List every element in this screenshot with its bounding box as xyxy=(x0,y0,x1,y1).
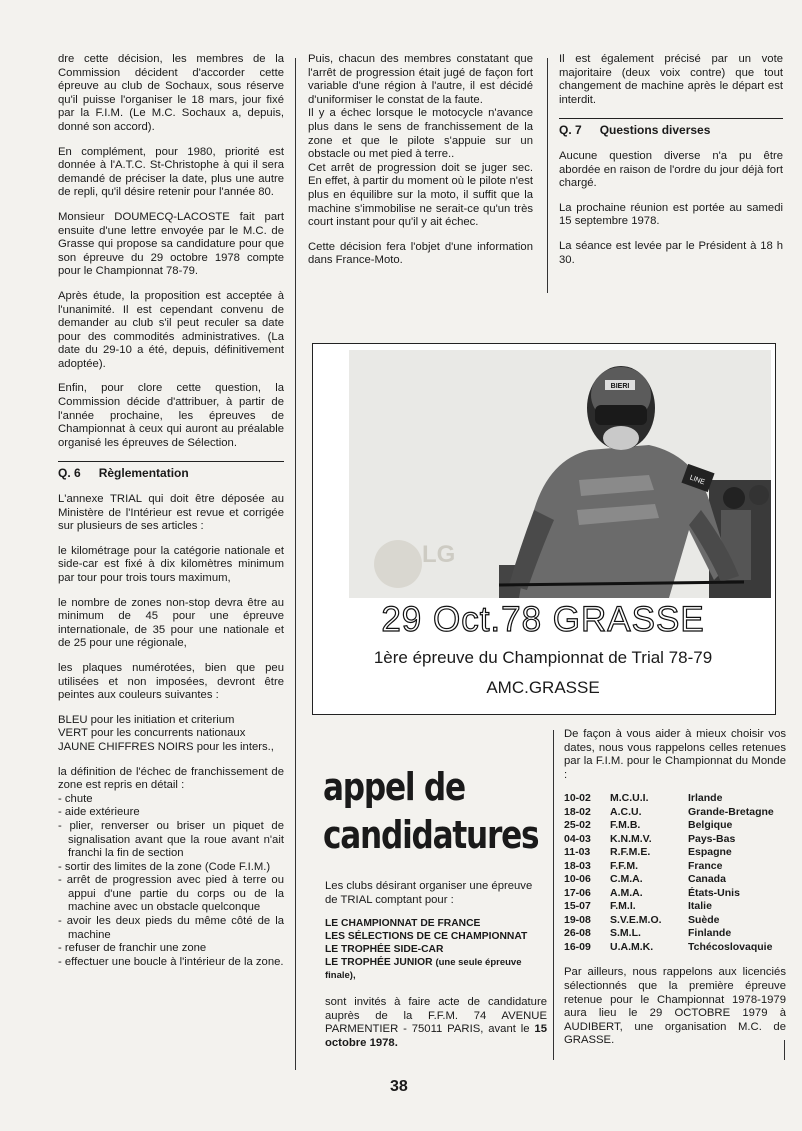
date-cell: 26-08 xyxy=(564,927,591,940)
competition-list xyxy=(325,917,547,982)
section-heading-q7 xyxy=(559,118,783,138)
country-cell: Grande-Bretagne xyxy=(688,805,774,818)
country-cell: Espagne xyxy=(688,846,732,859)
country-cell: Pays-Bas xyxy=(688,832,736,845)
paragraph: La séance est levée par le Président à 18 h 30. xyxy=(559,239,783,266)
list-item: - chute xyxy=(58,792,93,805)
section-heading-q6 xyxy=(58,461,284,481)
list-item: LE CHAMPIONNAT DE FRANCE xyxy=(325,918,481,930)
table-row xyxy=(564,914,780,928)
list-item: - aide extérieure xyxy=(58,806,140,819)
list-item: - sortir des limites de la zone (Code F.I.M.) xyxy=(58,860,271,873)
list-item: - refuser de franchir une zone xyxy=(58,942,207,955)
table-row xyxy=(564,833,780,847)
dates-table xyxy=(564,792,780,954)
section-title: Questions diverses xyxy=(599,123,711,138)
date-cell: 11-03 xyxy=(564,846,591,859)
column-divider xyxy=(295,58,296,1070)
date-cell: 25-02 xyxy=(564,819,591,832)
paragraph: Monsieur DOUMECQ-LACOSTE fait part ensuite d'une lettre envoyée par le M.C. de Grasse qui propose sa candidature pour que son épreuve du 29 octobre 1978 compte pour le Championnat 78-79. xyxy=(58,210,284,278)
paragraph: les plaques numérotées, bien que peu utilisées et non imposées, devront être peintes aux couleurs suivantes : xyxy=(58,661,284,702)
list-item: - effectuer une boucle à l'intérieur de la zone. xyxy=(58,955,284,968)
country-cell: Belgique xyxy=(688,819,733,832)
date-cell: 19-08 xyxy=(564,913,591,926)
list-item xyxy=(325,956,547,982)
outro-text: sont invités à faire acte de candidature auprès de la F.F.M. 74 AVENUE PARMENTIER - 75011 PARIS, avant le xyxy=(325,996,547,1036)
federation-cell: M.C.U.I. xyxy=(610,792,649,805)
country-cell: États-Unis xyxy=(688,886,740,899)
date-cell: 18-03 xyxy=(564,859,591,872)
rule-line: VERT pour les concurrents nationaux xyxy=(58,727,246,740)
paragraph: la définition de l'échec de franchissement de zone est repris en détail : xyxy=(58,765,284,792)
event-date-title: 29 Oct.78 GRASSE xyxy=(381,600,705,639)
table-row xyxy=(564,900,780,914)
table-row xyxy=(564,806,780,820)
paragraph: Par ailleurs, nous rappelons aux licenciés sélectionnés que la première épreuve retenue pour le Championnat 1978-1979 aura lieu le 29 OCTOBRE 1979 à AUDIBERT, une organisation M.C. de GRASSE. xyxy=(564,966,786,1047)
date-cell: 16-09 xyxy=(564,940,591,953)
list-item: - arrêt de progression avec pied à terre ou appui d'une partie du corps ou de la machine avec un obstacle quelconque xyxy=(58,874,284,914)
table-row xyxy=(564,927,780,941)
federation-cell: R.F.M.E. xyxy=(610,846,651,859)
world-championship-dates xyxy=(564,728,786,1059)
column-divider xyxy=(547,58,548,293)
heading-line: appel de xyxy=(323,765,465,809)
table-row xyxy=(564,941,780,955)
paragraph: En complément, pour 1980, priorité est donnée à l'A.T.C. St-Christophe à qui il sera demandé de préciser la date, plus une autre de repli, qu'il désire retenir pour l'année 80. xyxy=(58,145,284,199)
paragraph: Aucune question diverse n'a pu être abordée en raison de l'ordre du jour déjà fort chargé. xyxy=(559,149,783,190)
watermark-text: LG xyxy=(422,541,456,568)
item-label: LE TROPHÉE JUNIOR xyxy=(325,957,433,969)
country-cell: France xyxy=(688,859,723,872)
list-item: - avoir les deux pieds du même côté de la machine xyxy=(58,915,284,941)
table-row xyxy=(564,846,780,860)
federation-cell: S.M.L. xyxy=(610,927,641,940)
country-cell: Suède xyxy=(688,913,720,926)
call-for-candidates-body xyxy=(325,880,547,1051)
paragraph: Cet arrêt de progression doit se juger sec. En effet, à partir du moment où le pilote n'est plus en équilibre sur la moto, il suffit que la machine s'immobilise ne serait-ce qu'un très court instant pour qu'il y ait échec. xyxy=(308,161,533,229)
federation-cell: K.N.M.V. xyxy=(610,832,652,845)
watermark-icon xyxy=(372,528,458,596)
paragraph: La prochaine réunion est portée au samedi 15 septembre 1978. xyxy=(559,201,783,228)
date-cell: 10-06 xyxy=(564,873,591,886)
date-cell: 18-02 xyxy=(564,805,591,818)
paragraph: Il est également précisé par un vote majoritaire (deux voix contre) que tout changement de machine après le départ est interdit. xyxy=(559,53,783,106)
federation-cell: A.C.U. xyxy=(610,805,642,818)
color-rules xyxy=(58,714,284,755)
federation-cell: F.M.I. xyxy=(610,900,636,913)
list-item: LES SÉLECTIONS DE CE CHAMPIONNAT xyxy=(325,931,528,943)
page-number: 38 xyxy=(390,1078,408,1095)
country-cell: Canada xyxy=(688,873,726,886)
paragraph: le kilométrage pour la catégorie nationale et side-car est fixé à dix kilomètres minimum par tour pour trois tours maximum, xyxy=(58,544,284,584)
federation-cell: F.M.B. xyxy=(610,819,641,832)
table-row xyxy=(564,873,780,887)
column-left xyxy=(58,53,284,969)
table-row xyxy=(564,860,780,874)
rule-line: BLEU pour les initiation et criterium xyxy=(58,713,235,726)
end-mark xyxy=(784,1040,785,1060)
paragraph: Les clubs désirant organiser une épreuve de TRIAL comptant pour : xyxy=(325,880,533,906)
watermark-logo xyxy=(372,528,458,596)
federation-cell: C.M.A. xyxy=(610,873,643,886)
paragraph: Après étude, la proposition est acceptée à l'unanimité. Il est cependant convenu de demander au club s'il peut reculer sa date pour des commodités administratives. (La date du 29-10 a été, depuis, définitivement adoptée). xyxy=(58,289,284,370)
country-cell: Tchécoslovaquie xyxy=(688,940,773,953)
call-for-candidates-heading xyxy=(323,763,538,859)
federation-cell: F.F.M. xyxy=(610,859,638,872)
paragraph: Enfin, pour clore cette question, la Commission décide d'attribuer, à partir de l'année prochaine, les épreuves de Championnat à ceux qui auront au préalable organisé les épreuves de Sélection. xyxy=(58,382,284,449)
event-club: AMC.GRASSE xyxy=(486,678,600,697)
section-title: Règlementation xyxy=(98,466,189,481)
list-item: - plier, renverser ou briser un piquet de signalisation avant que la roue avant n'ait franchi la fin de section xyxy=(58,819,284,860)
table-row xyxy=(564,819,780,833)
item-note: (une seule épreuve finale), xyxy=(325,957,522,982)
paragraph: De façon à vous aider à mieux choisir vos dates, nous vous rappelons celles retenues par la F.I.M. pour le Championnat du Monde : xyxy=(564,728,786,781)
paragraph: Puis, chacun des membres constatant que l'arrêt de progression était jugé de façon fort variable d'une région à l'autre, il est décidé d'uniformiser le constat de la faute. xyxy=(308,53,533,106)
table-row xyxy=(564,887,780,901)
event-subtitle: 1ère épreuve du Championnat de Trial 78-79 xyxy=(373,648,713,667)
paragraph: dre cette décision, les membres de la Commission décident d'accorder cette épreuve au club de Sochaux, sous réserve qu'il puisse l'organiser le 18 mars, jour fixé par la F.I.M. (Le M.C. Sochaux a, depuis, donné son accord). xyxy=(58,53,284,133)
paragraph xyxy=(325,996,547,1050)
country-cell: Finlande xyxy=(688,927,732,940)
column-right xyxy=(559,53,783,278)
list-item: LE TROPHÉE SIDE-CAR xyxy=(325,944,444,956)
paragraph: Il y a échec lorsque le motocycle n'avance plus dans le sens de franchissement de la zone et que le pilote s'appuie sur un obstacle ou met pied à terre.. xyxy=(308,107,533,161)
failure-list xyxy=(58,793,284,970)
column-divider xyxy=(553,730,554,1060)
date-cell: 10-02 xyxy=(564,792,591,805)
date-cell: 15-07 xyxy=(564,900,591,913)
country-cell: Italie xyxy=(688,900,712,913)
column-middle xyxy=(308,53,533,279)
paragraph: Cette décision fera l'objet d'une information dans France-Moto. xyxy=(308,240,533,267)
helmet-label: BIERI xyxy=(610,383,630,390)
federation-cell: A.M.A. xyxy=(610,886,643,899)
date-cell: 04-03 xyxy=(564,832,591,845)
date-cell: 17-06 xyxy=(564,886,591,899)
section-number: Q. 7 xyxy=(559,123,582,138)
deadline: 15 octobre 1978. xyxy=(325,1023,547,1049)
paragraph: le nombre de zones non-stop devra être au minimum de 45 pour une épreuve internationale, de 35 pour une nationale et de 25 pour une régionale, xyxy=(58,596,284,650)
country-cell: Irlande xyxy=(688,792,723,805)
section-number: Q. 6 xyxy=(58,466,81,481)
paragraph: L'annexe TRIAL qui doit être déposée au Ministère de l'Intérieur est revue et corrigée sur plusieurs de ses articles : xyxy=(58,493,284,533)
heading-line: candidatures xyxy=(323,813,539,857)
rule-line: JAUNE CHIFFRES NOIRS pour les inters., xyxy=(58,740,274,753)
table-row xyxy=(564,792,780,806)
jersey-label: LINE xyxy=(688,474,706,487)
federation-cell: S.V.E.M.O. xyxy=(610,913,662,926)
federation-cell: U.A.M.K. xyxy=(610,940,654,953)
